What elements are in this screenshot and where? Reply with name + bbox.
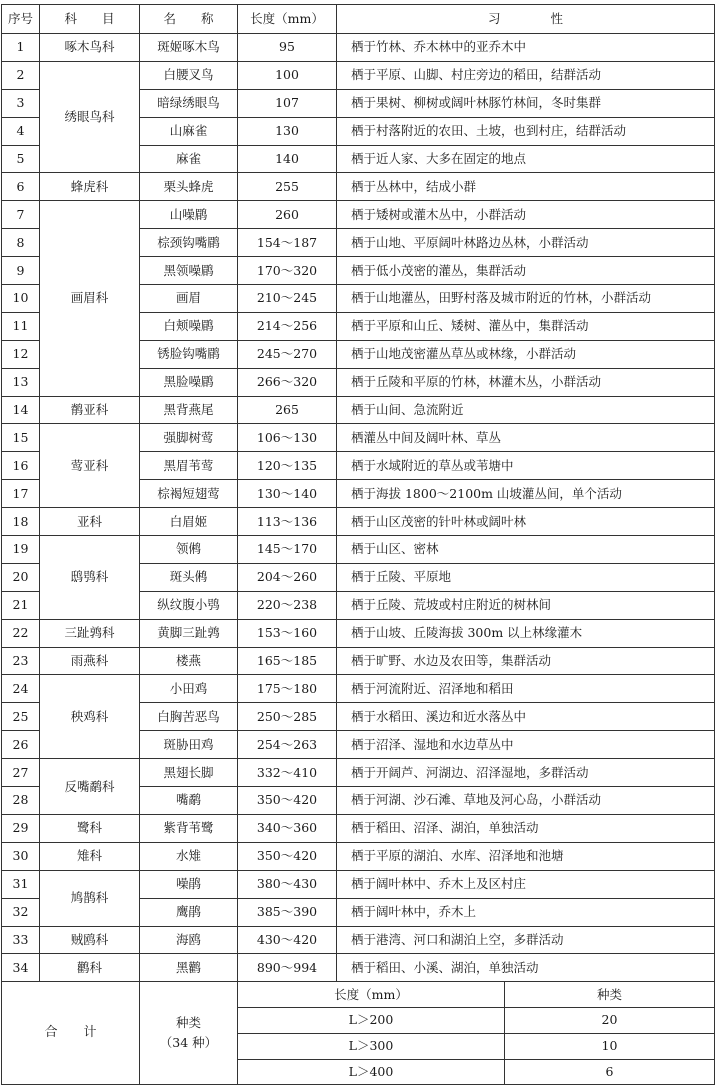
row-number: 3 [2,89,40,117]
row-habit: 栖于河流附近、沼泽地和稻田 [337,675,715,703]
row-species-name: 海鸥 [140,926,238,954]
row-family: 画眉科 [40,201,140,396]
row-number: 31 [2,870,40,898]
header-name: 名 称 [140,5,238,34]
row-length: 175～180 [238,675,337,703]
summary-category-count: （34 种） [159,1035,218,1051]
row-length: 214～256 [238,312,337,340]
row-number: 2 [2,61,40,89]
row-habit: 栖于开阔芦、河湖边、沼泽湿地，多群活动 [337,759,715,787]
row-species-name: 白胸苦恶鸟 [140,703,238,731]
row-habit: 栖于矮树或灌木丛中，小群活动 [337,201,715,229]
bird-species-table [1,4,715,1085]
row-species-name: 纵纹腹小鸮 [140,591,238,619]
row-species-name: 黑眉苇莺 [140,452,238,480]
row-species-name: 黑背燕尾 [140,396,238,424]
row-species-name: 鹰鹃 [140,898,238,926]
header-row [2,5,715,34]
row-length: 170～320 [238,257,337,285]
row-number: 28 [2,787,40,815]
row-length: 95 [238,34,337,62]
row-length: 154～187 [238,229,337,257]
row-number: 19 [2,536,40,564]
summary-header-row [2,982,715,1008]
table-row [2,954,715,982]
row-species-name: 白腰叉鸟 [140,61,238,89]
row-habit: 栖于果树、柳树或阔叶林豚竹林间，冬时集群 [337,89,715,117]
row-length: 250～285 [238,703,337,731]
row-habit: 栖于山坡、丘陵海拔 300m 以上林缘灌木 [337,619,715,647]
row-number: 34 [2,954,40,982]
row-number: 24 [2,675,40,703]
row-habit: 栖于平原和山丘、矮树、灌丛中，集群活动 [337,312,715,340]
row-habit: 栖于水域附近的草丛或苇塘中 [337,452,715,480]
row-habit: 栖于阔叶林中、乔木上及区村庄 [337,870,715,898]
table-row [2,34,715,62]
row-number: 10 [2,285,40,313]
row-number: 25 [2,703,40,731]
row-length: 266～320 [238,368,337,396]
row-species-name: 斑姬啄木鸟 [140,34,238,62]
row-habit: 栖于山区、密林 [337,536,715,564]
summary-length: L＞400 [238,1059,505,1085]
row-species-name: 黄脚三趾鹑 [140,619,238,647]
row-number: 15 [2,424,40,452]
row-species-name: 山噪鹛 [140,201,238,229]
row-number: 22 [2,619,40,647]
row-number: 21 [2,591,40,619]
row-species-name: 领鸺 [140,536,238,564]
table-row [2,201,715,229]
row-species-name: 棕褐短翅莺 [140,480,238,508]
row-length: 145～170 [238,536,337,564]
row-length: 140 [238,145,337,173]
row-number: 6 [2,173,40,201]
row-family: 啄木鸟科 [40,34,140,62]
row-length: 255 [238,173,337,201]
table-row [2,675,715,703]
table-row [2,619,715,647]
row-species-name: 画眉 [140,285,238,313]
row-habit: 栖于港湾、河口和湖泊上空，多群活动 [337,926,715,954]
row-length: 265 [238,396,337,424]
row-species-name: 强脚树莺 [140,424,238,452]
row-species-name: 山麻雀 [140,117,238,145]
row-family: 三趾鹑科 [40,619,140,647]
summary-length: L＞200 [238,1008,505,1034]
row-family: 绣眼鸟科 [40,61,140,173]
row-length: 350～420 [238,787,337,815]
table-row [2,508,715,536]
row-number: 12 [2,340,40,368]
row-length: 210～245 [238,285,337,313]
row-habit: 栖于河湖、沙石滩、草地及河心岛，小群活动 [337,787,715,815]
row-family: 贼鸥科 [40,926,140,954]
row-habit: 栖于平原、山脚、村庄旁边的稻田，结群活动 [337,61,715,89]
header-no: 序号 [2,5,40,34]
row-family: 鸱鸮科 [40,536,140,620]
summary-category-title: 种类 [175,1015,201,1031]
row-number: 9 [2,257,40,285]
row-habit: 栖于近人家、大多在固定的地点 [337,145,715,173]
row-number: 11 [2,312,40,340]
table-row [2,842,715,870]
row-habit: 栖于丛林中，结成小群 [337,173,715,201]
row-number: 18 [2,508,40,536]
row-length: 340～360 [238,814,337,842]
table-row [2,870,715,898]
row-number: 1 [2,34,40,62]
row-number: 14 [2,396,40,424]
row-length: 254～263 [238,731,337,759]
row-number: 17 [2,480,40,508]
row-family: 鹭科 [40,814,140,842]
row-length: 120～135 [238,452,337,480]
table-row [2,759,715,787]
row-length: 380～430 [238,870,337,898]
row-habit: 栖于稻田、小溪、湖泊，单独活动 [337,954,715,982]
table-row [2,61,715,89]
table-row [2,814,715,842]
row-length: 385～390 [238,898,337,926]
row-length: 165～185 [238,647,337,675]
summary-label: 合 计 [2,982,140,1085]
summary-col-length: 长度（mm） [238,982,505,1008]
row-length: 332～410 [238,759,337,787]
row-habit: 栖于山地、平原阔叶林路边丛林，小群活动 [337,229,715,257]
row-length: 890～994 [238,954,337,982]
row-number: 7 [2,201,40,229]
row-habit: 栖于低小茂密的灌丛，集群活动 [337,257,715,285]
row-number: 4 [2,117,40,145]
row-habit: 栖灌丛中间及阔叶林、草丛 [337,424,715,452]
row-length: 430～420 [238,926,337,954]
row-number: 13 [2,368,40,396]
row-species-name: 噪鹃 [140,870,238,898]
row-family: 鹡亚科 [40,396,140,424]
row-habit: 栖于丘陵和平原的竹林，林灌木丛，小群活动 [337,368,715,396]
row-habit: 栖于稻田、沼泽、湖泊，单独活动 [337,814,715,842]
row-length: 130 [238,117,337,145]
row-family: 鸠鹊科 [40,870,140,926]
row-family: 反嘴鹬科 [40,759,140,815]
row-length: 350～420 [238,842,337,870]
row-length: 107 [238,89,337,117]
row-number: 20 [2,563,40,591]
row-number: 32 [2,898,40,926]
summary-species: 10 [505,1033,715,1059]
table-row [2,396,715,424]
row-length: 130～140 [238,480,337,508]
row-family: 莺亚科 [40,424,140,508]
row-species-name: 小田鸡 [140,675,238,703]
row-species-name: 水雉 [140,842,238,870]
row-length: 153～160 [238,619,337,647]
row-species-name: 白颊噪鹛 [140,312,238,340]
row-family: 亚科 [40,508,140,536]
row-habit: 栖于丘陵、荒坡或村庄附近的树林间 [337,591,715,619]
row-number: 30 [2,842,40,870]
row-species-name: 栗头蜂虎 [140,173,238,201]
row-family: 鹳科 [40,954,140,982]
row-habit: 栖于平原的湖泊、水库、沼泽地和池塘 [337,842,715,870]
row-number: 26 [2,731,40,759]
summary-col-species: 种类 [505,982,715,1008]
table-row [2,424,715,452]
row-family: 雨燕科 [40,647,140,675]
row-habit: 栖于阔叶林中，乔木上 [337,898,715,926]
summary-length: L＞300 [238,1033,505,1059]
row-length: 113～136 [238,508,337,536]
row-species-name: 紫背苇鹭 [140,814,238,842]
header-length: 长度（mm） [238,5,337,34]
row-length: 245～270 [238,340,337,368]
row-family: 秧鸡科 [40,675,140,759]
row-species-name: 暗绿绣眼鸟 [140,89,238,117]
row-species-name: 白眉姬 [140,508,238,536]
row-species-name: 黑鹳 [140,954,238,982]
row-species-name: 楼燕 [140,647,238,675]
row-number: 33 [2,926,40,954]
row-habit: 栖于村落附近的农田、土坡，也到村庄，结群活动 [337,117,715,145]
row-habit: 栖于海拔 1800～2100m 山坡灌丛间，单个活动 [337,480,715,508]
table-row [2,647,715,675]
row-family: 雉科 [40,842,140,870]
row-habit: 栖于水稻田、溪边和近水落丛中 [337,703,715,731]
row-number: 5 [2,145,40,173]
row-species-name: 锈脸钩嘴鹛 [140,340,238,368]
row-length: 100 [238,61,337,89]
row-species-name: 嘴鹬 [140,787,238,815]
row-number: 27 [2,759,40,787]
row-number: 16 [2,452,40,480]
row-family: 蜂虎科 [40,173,140,201]
row-habit: 栖于山地茂密灌丛草丛或林缘，小群活动 [337,340,715,368]
header-family: 科 目 [40,5,140,34]
row-species-name: 麻雀 [140,145,238,173]
summary-species: 20 [505,1008,715,1034]
row-habit: 栖于山区茂密的针叶林或阔叶林 [337,508,715,536]
row-habit: 栖于竹林、乔木林中的亚乔木中 [337,34,715,62]
row-habit: 栖于丘陵、平原地 [337,563,715,591]
row-habit: 栖于山间、急流附近 [337,396,715,424]
row-number: 29 [2,814,40,842]
table-row [2,926,715,954]
row-species-name: 黑脸噪鹛 [140,368,238,396]
row-species-name: 斑胁田鸡 [140,731,238,759]
summary-category [140,982,238,1085]
row-length: 106～130 [238,424,337,452]
row-habit: 栖于沼泽、湿地和水边草丛中 [337,731,715,759]
table-row [2,173,715,201]
row-number: 23 [2,647,40,675]
header-habit: 习 性 [337,5,715,34]
row-habit: 栖于旷野、水边及农田等，集群活动 [337,647,715,675]
row-species-name: 棕颈钩嘴鹛 [140,229,238,257]
row-species-name: 黑领噪鹛 [140,257,238,285]
row-number: 8 [2,229,40,257]
table-row [2,536,715,564]
row-species-name: 黑翅长脚 [140,759,238,787]
row-length: 220～238 [238,591,337,619]
row-habit: 栖于山地灌丛，田野村落及城市附近的竹林，小群活动 [337,285,715,313]
summary-species: 6 [505,1059,715,1085]
row-species-name: 斑头鸺 [140,563,238,591]
row-length: 204～260 [238,563,337,591]
row-length: 260 [238,201,337,229]
